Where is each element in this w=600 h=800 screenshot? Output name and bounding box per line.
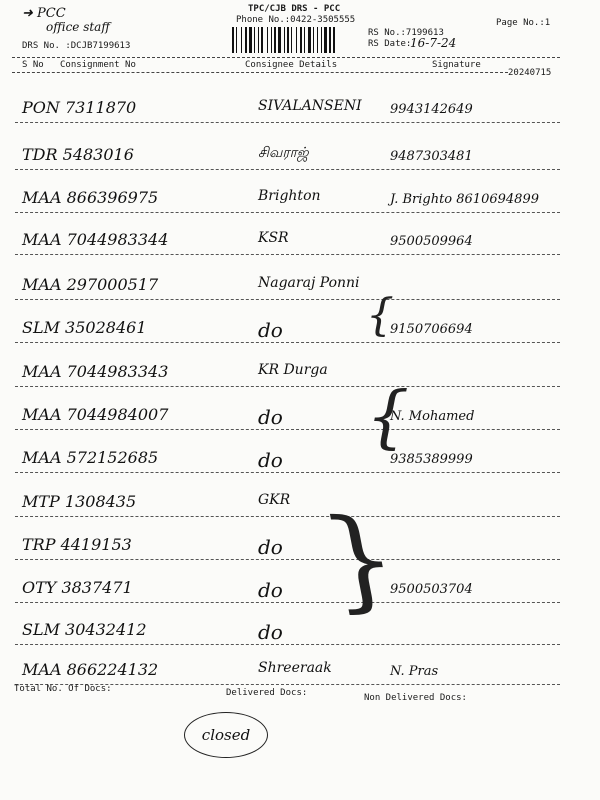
row-consignee: do xyxy=(258,620,283,644)
row-signature: 9500509964 xyxy=(390,234,473,249)
header-divider-bottom xyxy=(12,72,508,73)
row-divider xyxy=(15,559,560,560)
row-consignee: KR Durga xyxy=(258,362,328,378)
row-divider xyxy=(15,299,560,300)
row-consignee: Brighton xyxy=(258,188,321,204)
row-consignment-number: OTY 3837471 xyxy=(22,578,133,597)
row-consignee: do xyxy=(258,405,283,429)
row-divider xyxy=(15,602,560,603)
row-signature: 9487303481 xyxy=(390,149,473,164)
row-consignment-number: TDR 5483016 xyxy=(22,145,134,164)
row-signature: 9385389999 xyxy=(390,452,473,467)
total-docs-label: Total No. Of Docs: xyxy=(14,684,112,694)
row-consignment-number: SLM 30432412 xyxy=(22,620,147,639)
row-divider xyxy=(15,342,560,343)
batch-number: 20240715 xyxy=(508,68,552,78)
rs-number: RS No.:7199613 xyxy=(368,28,444,38)
col-signature: Signature xyxy=(432,60,481,70)
row-consignment-number: MAA 866224132 xyxy=(22,660,159,679)
handwritten-pcc: ➜ PCC xyxy=(22,6,66,21)
row-signature: N. Pras xyxy=(390,664,439,679)
row-consignee: do xyxy=(258,535,283,559)
brace-group-3: { xyxy=(326,495,396,623)
row-consignment-number: SLM 35028461 xyxy=(22,318,147,337)
col-consignment: Consignment No xyxy=(60,60,136,70)
row-consignment-number: MTP 1308435 xyxy=(22,492,137,511)
row-divider xyxy=(15,429,560,430)
row-consignee: SIVALANSENI xyxy=(258,98,362,114)
row-consignment-number: MAA 7044983343 xyxy=(22,362,169,381)
rs-date-handwritten: 16-7-24 xyxy=(410,36,457,50)
closed-stamp: closed xyxy=(184,712,268,758)
row-consignment-number: MAA 866396975 xyxy=(22,188,159,207)
row-consignee: Nagaraj Ponni xyxy=(258,275,360,291)
row-consignment-number: MAA 572152685 xyxy=(22,448,159,467)
row-consignment-number: PON 7311870 xyxy=(22,98,137,117)
row-divider xyxy=(15,644,560,645)
row-consignee: சிவராஜ் xyxy=(258,145,309,161)
row-consignee: do xyxy=(258,318,283,342)
header-divider-top xyxy=(12,57,560,58)
row-divider xyxy=(15,169,560,170)
row-divider xyxy=(15,212,560,213)
row-signature: 9500503704 xyxy=(390,582,473,597)
row-consignee: GKR xyxy=(258,492,291,508)
page-number: Page No.:1 xyxy=(496,18,551,28)
col-sno: S No xyxy=(22,60,44,70)
drs-number: DRS No. :DCJB7199613 xyxy=(22,41,131,51)
row-divider xyxy=(15,254,560,255)
barcode xyxy=(232,27,354,53)
rs-date-label: RS Date: xyxy=(368,39,412,49)
phone-number: Phone No.:0422-3505555 xyxy=(236,15,356,25)
row-consignee: Shreeraak xyxy=(258,660,332,676)
handwritten-arrow-icon: ➜ xyxy=(22,6,38,21)
handwritten-office-staff: office staff xyxy=(46,20,110,34)
row-signature: N. Mohamed xyxy=(390,409,475,424)
brace-group-2: { xyxy=(366,378,410,457)
row-consignment-number: TRP 4419153 xyxy=(22,535,132,554)
col-consignee: Consignee Details xyxy=(245,60,338,70)
non-delivered-docs-label: Non Delivered Docs: xyxy=(364,693,467,703)
row-consignee: do xyxy=(258,448,283,472)
row-divider xyxy=(15,472,560,473)
row-signature: 9150706694 xyxy=(390,322,473,337)
document-title: TPC/CJB DRS - PCC xyxy=(248,4,341,14)
row-consignment-number: MAA 297000517 xyxy=(22,275,159,294)
row-consignee: do xyxy=(258,578,283,602)
delivered-docs-label: Delivered Docs: xyxy=(226,688,308,698)
row-consignment-number: MAA 7044983344 xyxy=(22,230,169,249)
row-divider xyxy=(15,516,560,517)
row-divider xyxy=(15,386,560,387)
row-signature: J. Brighto 8610694899 xyxy=(390,192,539,207)
row-consignment-number: MAA 7044984007 xyxy=(22,405,169,424)
brace-group-1: { xyxy=(366,290,394,341)
row-consignee: KSR xyxy=(258,230,289,246)
row-divider xyxy=(15,122,560,123)
row-signature: 9943142649 xyxy=(390,102,473,117)
